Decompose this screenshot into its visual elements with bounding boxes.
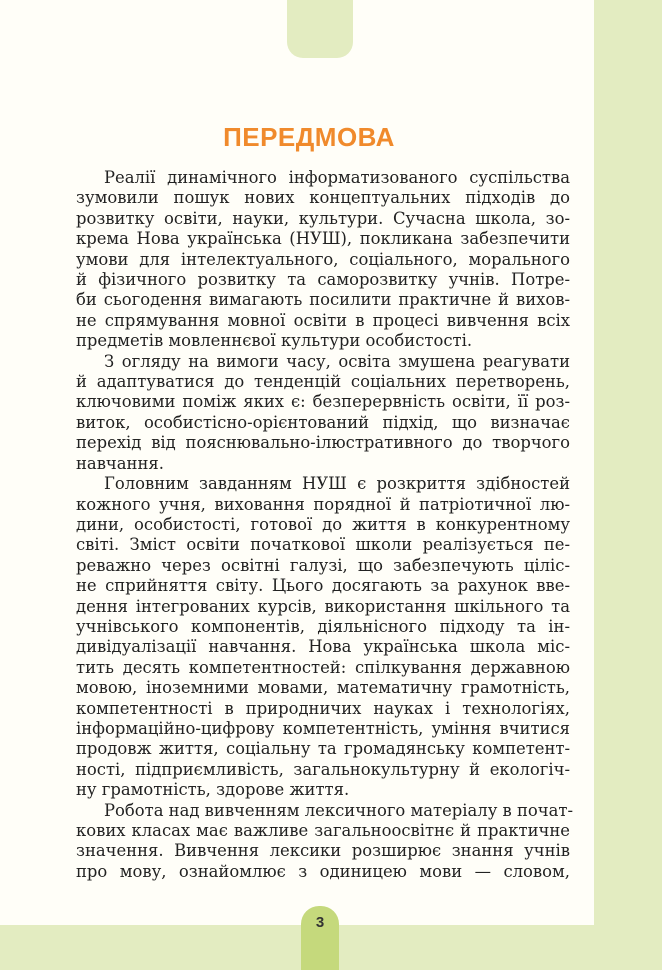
text-line: перехід від пояснювально-ілюстративного до творчого bbox=[76, 433, 570, 453]
text-line: зумовили пошук нових концептуальних підходів до bbox=[76, 188, 570, 208]
text-line: Реалії динамічного інформатизованого суспільства bbox=[104, 168, 570, 187]
text-line: не спрямування мовної освіти в процесі вивчення всіх bbox=[76, 310, 570, 330]
text-line: кових класах має важливе загальноосвітнє й практичне bbox=[76, 821, 570, 840]
text-line: навчання. bbox=[76, 453, 164, 473]
text-line: учнівського компонентів, діяльнісного підходу та ін- bbox=[76, 616, 570, 636]
text-line: дини, особистості, готової до життя в конкурентному bbox=[76, 514, 570, 534]
text-line: виток, особистісно-орієнтований підхід, що визначає bbox=[76, 412, 570, 432]
paragraph bbox=[76, 352, 570, 474]
text-line: крема Нова українська (НУШ), покликана забезпечити bbox=[76, 229, 570, 249]
text-line: про мову, ознайомлює з одиницею мови — словом, bbox=[76, 861, 570, 881]
text-line: інформаційно-цифрову компетентність, уміння вчитися bbox=[76, 718, 570, 738]
top-tab-decoration bbox=[287, 0, 353, 58]
paragraph bbox=[76, 800, 574, 883]
body-text bbox=[76, 168, 574, 882]
text-line: предметів мовленнєвої культури особистості. bbox=[76, 331, 473, 351]
text-line: ну грамотність, здорове життя. bbox=[76, 780, 350, 800]
text-line: дивідуалізації навчання. Нова українська школа міс- bbox=[76, 637, 570, 657]
text-line: й фізичного розвитку та саморозвитку учнів. Потре- bbox=[76, 270, 570, 290]
text-line: й адаптуватися до тенденцій соціальних перетворень, bbox=[76, 372, 570, 392]
text-line: значення. Вивчення лексики розширює знання учнів bbox=[76, 841, 570, 861]
text-line: умови для інтелектуального, соціального, морального bbox=[76, 249, 570, 269]
paragraph bbox=[76, 474, 570, 801]
text-line: З огляду на вимоги часу, освіта змушена реагувати bbox=[104, 351, 570, 371]
text-line: дення інтегрованих курсів, використання шкільного та bbox=[76, 596, 570, 616]
text-line: кожного учня, виховання порядної й патріотичної лю- bbox=[76, 494, 570, 514]
text-line: Головним завданням НУШ є розкриття здібностей bbox=[104, 474, 570, 494]
text-line: реважно через освітні галузі, що забезпечують ціліс- bbox=[76, 555, 570, 575]
text-line: ності, підприємливість, загальнокультурну й екологіч- bbox=[76, 759, 570, 779]
text-line: не сприйняття світу. Цього досягають за рахунок вве- bbox=[76, 576, 570, 596]
text-line: розвитку освіти, науки, культури. Сучасна школа, зо- bbox=[76, 208, 570, 228]
text-line: продовж життя, соціальну та громадянську компетент- bbox=[76, 739, 570, 759]
text-line: ключовими поміж яких є: безперервність освіти, її роз- bbox=[76, 392, 570, 412]
page-title: ПЕРЕДМОВА bbox=[223, 122, 395, 152]
paragraph bbox=[76, 168, 570, 352]
text-line: мовою, іноземними мовами, математичну грамотність, bbox=[76, 678, 570, 698]
text-line: Робота над вивченням лексичного матеріалу в почат- bbox=[104, 800, 574, 820]
text-line: компетентності в природничих науках і технологіях, bbox=[76, 698, 570, 718]
page-number: 3 bbox=[301, 906, 339, 970]
text-line: тить десять компетентностей: спілкування державною bbox=[76, 657, 570, 677]
right-margin-band bbox=[594, 0, 662, 970]
text-line: світі. Зміст освіти початкової школи реалізується пе- bbox=[76, 535, 570, 555]
text-line: би сьогодення вимагають посилити практичне й вихов- bbox=[76, 290, 570, 310]
